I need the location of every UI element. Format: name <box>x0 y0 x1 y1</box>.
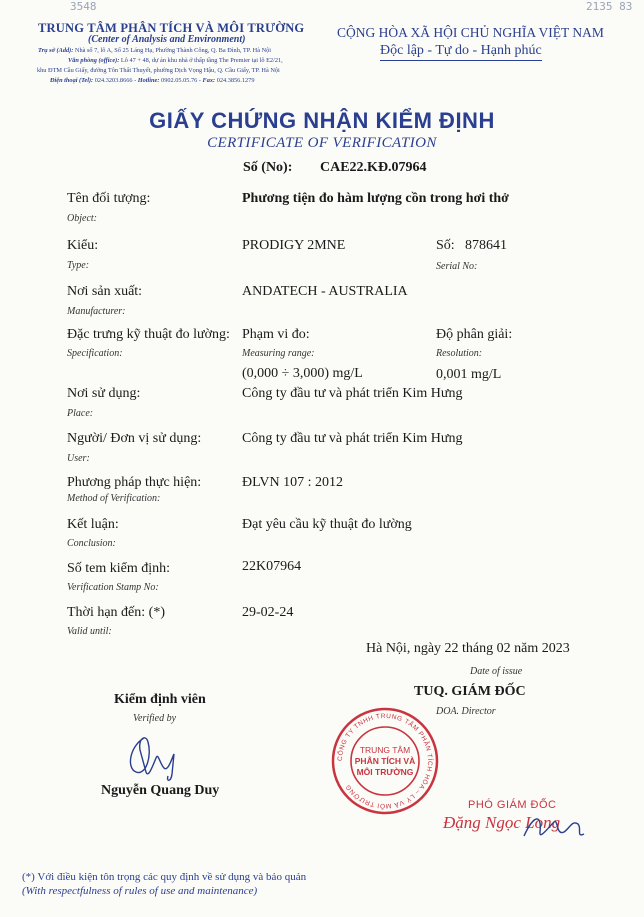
issue-date: Hà Nội, ngày 22 tháng 02 năm 2023 <box>366 641 570 656</box>
stamp-number-value: 22K07964 <box>242 559 302 574</box>
org-hq-text: Nhà số 7, lô A, Số 25 Láng Hạ, Phường Thành Công, Q. Ba Đình, TP. Hà Nội <box>74 47 272 54</box>
seal-line-2: PHÂN TÍCH VÀ <box>354 756 416 766</box>
org-office-line <box>68 57 283 64</box>
method-label-en: Method of Verification: <box>67 493 161 504</box>
official-seal <box>330 706 440 816</box>
org-phone-text: 024.3203.8666 <box>94 77 133 84</box>
place-value: Công ty đầu tư và phát triển Kim Hưng <box>242 386 463 401</box>
certificate-title: GIẤY CHỨNG NHẬN KIỂM ĐỊNH <box>149 108 495 133</box>
certificate-number: CAE22.KĐ.07964 <box>320 160 427 175</box>
org-fax-text: 024.3856.1279 <box>216 77 255 84</box>
org-hotline-text: 0902.05.05.76 <box>161 77 198 84</box>
seal-line-3: MÔI TRƯỜNG <box>356 767 414 777</box>
resolution-value: 0,001 mg/L <box>436 367 502 382</box>
resolution-label-en: Resolution: <box>436 348 483 359</box>
certificate-number-label: Số (No): <box>243 160 293 175</box>
director-signature <box>520 808 590 844</box>
seal-line-1: TRUNG TÂM <box>359 745 411 755</box>
serial-label: Số: <box>436 238 455 253</box>
certificate-title-en: CERTIFICATE OF VERIFICATION <box>207 135 437 151</box>
footnote-en: (With respectfulness of rules of use and maintenance) <box>22 885 258 897</box>
manufacturer-label: Nơi sản xuất: <box>67 284 143 299</box>
type-label-en: Type: <box>67 260 90 271</box>
user-label: Người/ Đơn vị sử dụng: <box>67 431 202 446</box>
director-title: TUQ. GIÁM ĐỐC <box>414 684 526 699</box>
serial-label-en: Serial No: <box>436 261 478 272</box>
method-value: ĐLVN 107 : 2012 <box>242 475 343 490</box>
range-label: Phạm vi đo: <box>242 327 310 342</box>
handwritten-number-right: 2135 83 <box>586 0 633 13</box>
range-value: (0,000 ÷ 3,000) mg/L <box>242 366 363 381</box>
valid-until-label-en: Valid until: <box>67 626 112 637</box>
org-office-label: Văn phòng (office): <box>68 57 120 64</box>
object-value: Phương tiện đo hàm lượng cồn trong hơi thở <box>242 191 509 206</box>
object-label-en: Object: <box>67 213 97 224</box>
director-title-en: DOA. Director <box>436 706 496 717</box>
conclusion-value: Đạt yêu cầu kỹ thuật đo lường <box>242 517 412 532</box>
conclusion-label: Kết luận: <box>67 517 119 532</box>
org-hotline-label: Hotline: <box>137 77 160 84</box>
org-phone-label: Điện thoại (Tel): <box>50 77 94 84</box>
object-label: Tên đối tượng: <box>67 191 151 206</box>
serial-value: 878641 <box>465 238 507 253</box>
org-office-line-2: khu ĐTM Cầu Giấy, đường Tôn Thất Thuyết, phường Dịch Vọng Hậu, Q. Cầu Giấy, TP. Hà Nội <box>37 67 280 74</box>
republic-motto: Độc lập - Tự do - Hạnh phúc <box>380 43 542 61</box>
issue-date-en: Date of issue <box>470 666 523 677</box>
valid-until-value: 29-02-24 <box>242 605 294 620</box>
type-label: Kiểu: <box>67 238 99 253</box>
stamp-number-label-en: Verification Stamp No: <box>67 582 159 593</box>
org-name-en: (Center of Analysis and Environment) <box>88 34 246 45</box>
specification-label: Đặc trưng kỹ thuật đo lường: <box>67 327 230 342</box>
seal-ring-text: CÔNG TY TNHH TRUNG TÂM PHÂN TÍCH HÓA – LÝ VÀ MÔI TRƯỜNG <box>336 712 434 810</box>
type-value: PRODIGY 2MNE <box>242 238 346 253</box>
inspector-signature <box>122 728 192 784</box>
range-label-en: Measuring range: <box>242 348 315 359</box>
inspector-title-en: Verified by <box>133 713 177 724</box>
stamp-number-label: Số tem kiểm định: <box>67 561 171 576</box>
place-label: Nơi sử dụng: <box>67 386 141 401</box>
manufacturer-value: ANDATECH - AUSTRALIA <box>242 284 408 299</box>
method-label: Phương pháp thực hiện: <box>67 475 202 490</box>
org-name: TRUNG TÂM PHÂN TÍCH VÀ MÔI TRƯỜNG <box>38 21 305 35</box>
handwritten-number-left: 3548 <box>70 0 97 13</box>
inspector-title: Kiểm định viên <box>114 692 206 707</box>
deputy-director-name: Đặng Ngọc Long <box>443 813 561 832</box>
footnote-vi: (*) Với điều kiện tôn trọng các quy định về sử dụng và bảo quản <box>22 871 307 883</box>
org-office-text: Lô 47 + 48, dự án khu nhà ở thấp tầng The Premier tại lô E2/21, <box>120 57 283 64</box>
place-label-en: Place: <box>67 408 94 419</box>
org-fax-label: Fax: <box>202 77 216 84</box>
deputy-director-title: PHÓ GIÁM ĐỐC <box>468 799 557 811</box>
user-label-en: User: <box>67 453 90 464</box>
manufacturer-label-en: Manufacturer: <box>67 306 126 317</box>
user-value: Công ty đầu tư và phát triển Kim Hưng <box>242 431 463 446</box>
valid-until-label: Thời hạn đến: (*) <box>67 605 165 620</box>
republic-name: CỘNG HÒA XÃ HỘI CHỦ NGHĨA VIỆT NAM <box>337 25 604 40</box>
conclusion-label-en: Conclusion: <box>67 538 116 549</box>
inspector-name: Nguyễn Quang Duy <box>101 783 220 798</box>
resolution-label: Độ phân giải: <box>436 327 513 342</box>
org-hq-line <box>38 47 271 54</box>
org-hq-label: Trụ sở (Add): <box>38 47 74 54</box>
specification-label-en: Specification: <box>67 348 123 359</box>
org-contact-line: Điện thoại (Tel): 024.3203.8666 - Hotline: 0902.05.05.76 - Fax: 024.3856.1279 <box>50 77 255 84</box>
